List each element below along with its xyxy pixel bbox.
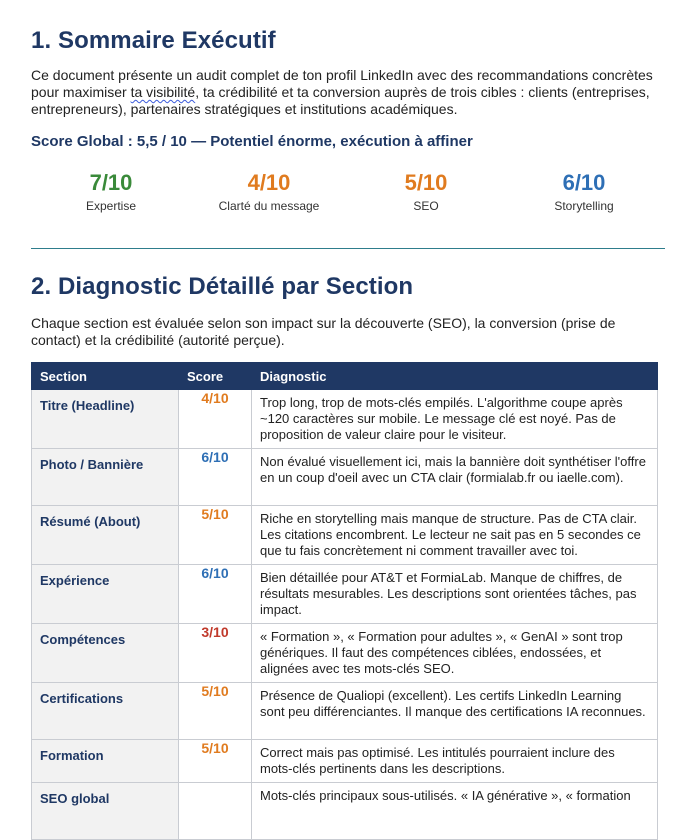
metric-label: Expertise	[85, 199, 137, 213]
metric-value: 5/10	[404, 170, 448, 195]
global-score: Score Global : 5,5 / 10 — Potentiel énorme, exécution à affiner	[31, 133, 473, 150]
table-row	[32, 390, 658, 449]
header-section: Section	[32, 363, 179, 390]
row-section: Résumé (About)	[32, 506, 179, 565]
row-score: 6/10	[179, 449, 252, 506]
row-section: SEO global	[32, 783, 179, 840]
intro-text-part-3: , ta crédibilité et ta conversion auprès de trois cibles : clients (entreprises, entrepreneurs), partenaires stratégiques et institutions académiques.	[31, 84, 650, 117]
metric-label: Clarté du message	[218, 199, 320, 213]
metric-seo	[346, 170, 506, 213]
section-divider	[31, 248, 665, 249]
row-section: Photo / Bannière	[32, 449, 179, 506]
diagnostic-intro-paragraph: Chaque section est évaluée selon son impact sur la découverte (SEO), la conversion (prise de contact) et la crédibilité (autorité perçue).	[31, 315, 616, 348]
header-diagnostic: Diagnostic	[252, 363, 658, 390]
row-diagnostic: Bien détaillée pour AT&T et FormiaLab. Manque de chiffres, de résultats mesurables. Les descriptions sont orientées tâches, pas impact.	[252, 565, 658, 624]
diagnostic-table	[31, 362, 658, 840]
table-row	[32, 683, 658, 740]
row-score	[179, 783, 252, 840]
row-diagnostic: Présence de Qualiopi (excellent). Les certifs LinkedIn Learning sont peu différenciantes. Il manque des certifications IA reconnues.	[252, 683, 658, 740]
table-header-row	[32, 363, 658, 390]
row-section: Formation	[32, 740, 179, 783]
row-score: 6/10	[179, 565, 252, 624]
metric-value: 4/10	[247, 170, 291, 195]
table-row	[32, 506, 658, 565]
table-row	[32, 449, 658, 506]
row-diagnostic: Correct mais pas optimisé. Les intitulés pourraient inclure des mots-clés pertinents dans les descriptions.	[252, 740, 658, 783]
table-row	[32, 565, 658, 624]
row-section: Titre (Headline)	[32, 390, 179, 449]
row-section: Expérience	[32, 565, 179, 624]
row-diagnostic: Mots-clés principaux sous-utilisés. « IA générative », « formation	[252, 783, 658, 840]
row-score: 4/10	[179, 390, 252, 449]
row-score: 3/10	[179, 624, 252, 683]
table-row	[32, 783, 658, 840]
row-diagnostic: « Formation », « Formation pour adultes », « GenAI » sont trop génériques. Il faut des compétences ciblées, endossées, et alignées avec tes mots-clés SEO.	[252, 624, 658, 683]
metric-label: Storytelling	[554, 199, 614, 213]
row-section: Compétences	[32, 624, 179, 683]
row-diagnostic: Trop long, trop de mots-clés empilés. L'algorithme coupe après ~120 caractères sur mobile. Le message clé est noyé. Pas de proposition de valeur claire pour le visiteur.	[252, 390, 658, 449]
intro-text-part-2: ta visibilité	[130, 84, 196, 100]
metric-value: 7/10	[89, 170, 133, 195]
row-diagnostic: Non évalué visuellement ici, mais la bannière doit synthétiser l'offre en un coup d'oeil avec un CTA clair (formialab.fr ou iaelle.com).	[252, 449, 658, 506]
row-score: 5/10	[179, 506, 252, 565]
section-2-title: 2. Diagnostic Détaillé par Section	[31, 273, 414, 300]
score-metrics	[31, 170, 667, 220]
row-section: Certifications	[32, 683, 179, 740]
metric-label: SEO	[413, 199, 439, 213]
intro-text-part-1: Ce document présente un audit complet de ton profil LinkedIn avec des recommandations concrètes pour maximiser	[31, 67, 653, 100]
table-row	[32, 740, 658, 783]
executive-summary-paragraph	[31, 67, 661, 118]
metric-storytelling	[504, 170, 664, 213]
row-score: 5/10	[179, 740, 252, 783]
row-score: 5/10	[179, 683, 252, 740]
header-score: Score	[179, 363, 252, 390]
table-row	[32, 624, 658, 683]
metric-clarte-message	[189, 170, 349, 213]
metric-expertise	[31, 170, 191, 213]
metric-value: 6/10	[562, 170, 606, 195]
row-diagnostic: Riche en storytelling mais manque de structure. Pas de CTA clair. Les citations encombrent. Le lecteur ne sait pas en 5 secondes ce que tu fais concrètement ni comment travailler avec toi.	[252, 506, 658, 565]
section-1-title: 1. Sommaire Exécutif	[31, 27, 276, 54]
